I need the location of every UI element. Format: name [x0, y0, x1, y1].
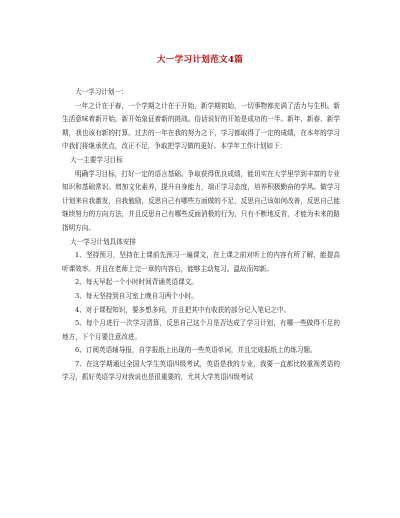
- section-heading: 大一学习计划一：: [75, 88, 128, 96]
- goal-subheading: 大一主要学习目标: [70, 155, 123, 164]
- intro-paragraph: 一年之计在于春，一个学期之计在于开始，新学期初始，一切事物都充满了活力与生机。新生活意味着新开始，新开始象征着新的挑战。俗话说好的开始是成功的一半。新年、新春、新学期，我也该有新的打算。过去的一年在我的努力之下，学习都取得了一定的成绩，在本年的学习中我们将继承优点，改正不足，争取把学习做的更好。本学年工作计划如下：: [62, 101, 340, 151]
- plan-subheading: 大一学习计划具体安排: [70, 237, 136, 246]
- plan-item: 4、对于课程知识，要多想多问，并且把其中有收获的部分记入笔记之中。: [75, 305, 291, 314]
- plan-item: 6、订阅英语辅导报，自学报纸上出现的一些英语单词，并且完成报纸上的练习题。: [75, 346, 317, 355]
- plan-item: 5、每个月进行一次学习清算，反思自己这个月是否达成了学习计划，有哪一些做得不足的地方，下个月要注意改进。: [62, 319, 340, 341]
- plan-item: 1、坚持预习，坚持在上课前先预习一遍课文，在上课之前对听上的内容有所了解，能提高听课效率。并且在老师上完一章的内容后，能够主动复习。温故而知新。: [62, 251, 340, 273]
- plan-item: 3、每天坚持到自习室上晚自习两个小时。: [75, 291, 198, 300]
- plan-item: 7、在这学期通过全国大学生英语四级考试，英语是我的专业，我要一直都比较重视英语的学习，抓好英语学习对我说也是很重要的，尤其大学英语四级考试: [62, 359, 340, 382]
- plan-item: 2、每天早起一个小时时间背诵英语课文。: [75, 278, 198, 287]
- goal-paragraph: 明确学习目标，打好一定的语言基础。争取获得优良成绩，能切实在大学里学到丰富的专业知识和基础常识。增加文化素养，提升自身能力，端正学习态度，培养积极勤奋的学风。做学习计划来自我激发，自我勉励，反思自己有哪些方面做的不足，反思自己该如何改善，反思自己能继续努力的方向方法，并且反思自己有哪些反面消极的行为，只有不断地反省，才能为未来的路指明方向。: [62, 169, 340, 232]
- document-body: [62, 86, 340, 385]
- document-title: 大一学习计划范文4篇: [156, 55, 244, 65]
